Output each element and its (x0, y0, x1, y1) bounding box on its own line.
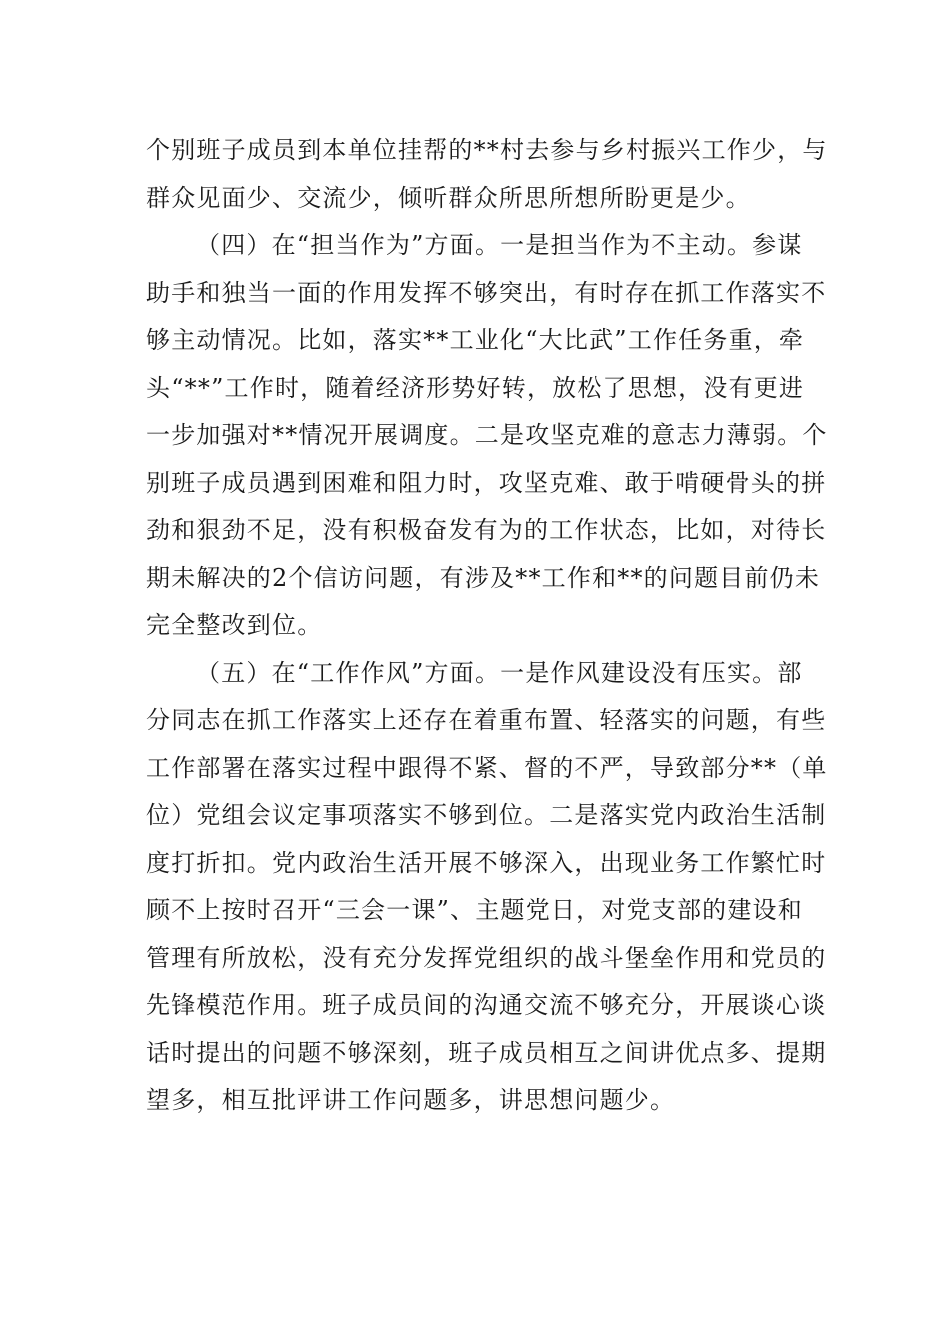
text-line: 头“**”工作时，随着经济形势好转，放松了思想，没有更进 (146, 373, 805, 402)
text-line: 顾不上按时召开“三会一课”、主题党日，对党支部的建设和 (146, 896, 803, 924)
text-line: 分同志在抓工作落实上还存在着重布置、轻落实的问题，有些 (146, 706, 827, 734)
text-line: 话时提出的问题不够深刻，班子成员相互之间讲优点多、提期 (146, 1038, 827, 1067)
text-line: 望多，相互批评讲工作问题多，讲思想问题少。 (146, 1086, 676, 1114)
text-line: 管理有所放松，没有充分发挥党组织的战斗堡垒作用和党员的 (146, 943, 827, 972)
section-heading-line: （五）在“工作作风”方面。一是作风建设没有压实。部 (196, 658, 803, 687)
text-line: 一步加强对**情况开展调度。二是攻坚克难的意志力薄弱。个 (146, 421, 828, 449)
text-line: 助手和独当一面的作用发挥不够突出，有时存在抓工作落实不 (146, 278, 827, 307)
text-line: 先锋模范作用。班子成员间的沟通交流不够充分，开展谈心谈 (146, 991, 827, 1019)
document-body-text (146, 127, 828, 1125)
text-line: 个别班子成员到本单位挂帮的**村去参与乡村振兴工作少，与 (146, 136, 828, 164)
text-line: 度打折扣。党内政治生活开展不够深入，出现业务工作繁忙时 (146, 848, 827, 877)
section-heading-line: （四）在“担当作为”方面。一是担当作为不主动。参谋 (196, 231, 803, 259)
text-line: 期未解决的2个信访问题，有涉及**工作和**的问题目前仍未 (146, 563, 821, 592)
text-line: 群众见面少、交流少，倾听群众所思所想所盼更是少。 (146, 183, 751, 212)
text-line: 完全整改到位。 (146, 611, 323, 639)
text-line: 别班子成员遇到困难和阻力时，攻坚克难、敢于啃硬骨头的拼 (146, 468, 827, 497)
text-line: 够主动情况。比如，落实**工业化“大比武”工作任务重，牵 (146, 326, 805, 354)
text-line: 劲和狠劲不足，没有积极奋发有为的工作状态，比如，对待长 (146, 516, 827, 544)
text-line: 位）党组会议定事项落实不够到位。二是落实党内政治生活制 (146, 801, 827, 829)
text-line: 工作部署在落实过程中跟得不紧、督的不严，导致部分**（单 (146, 753, 828, 782)
